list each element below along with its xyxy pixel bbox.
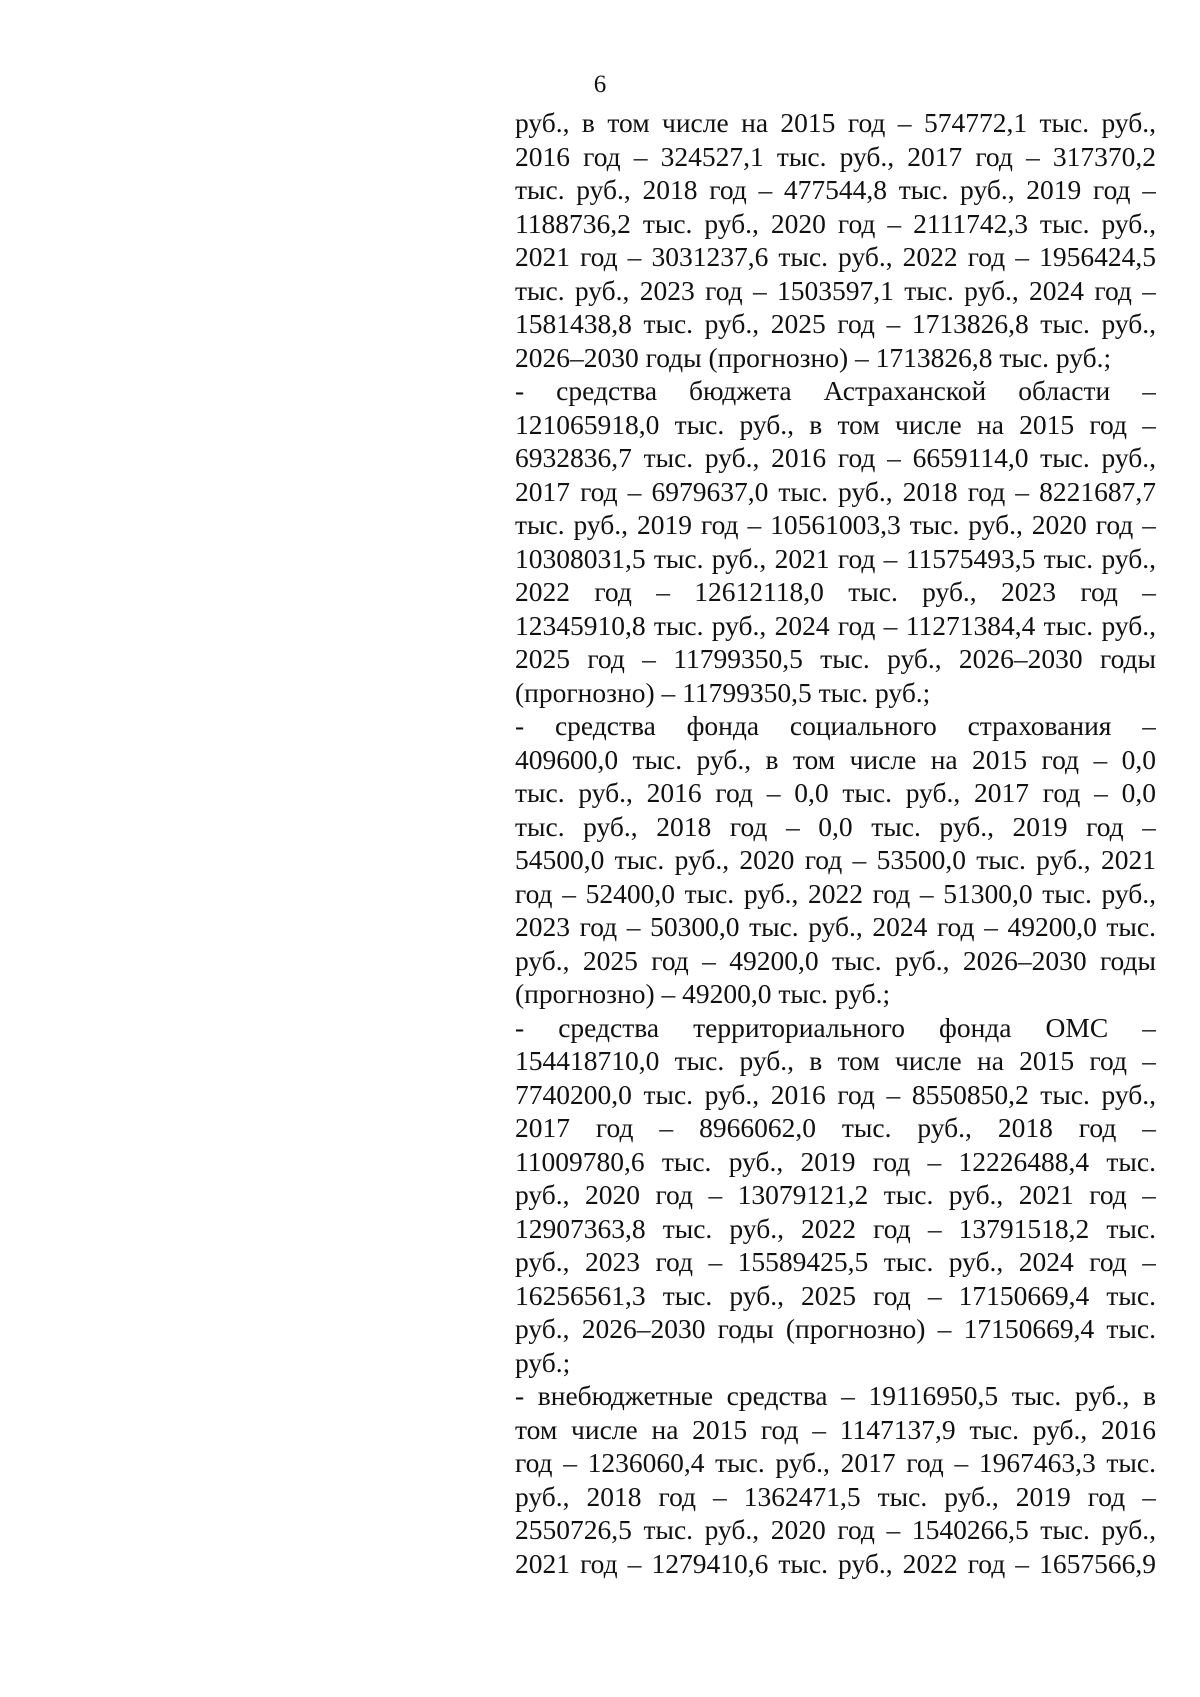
text-line: 2016 год – 324527,1 тыс. руб., 2017 год – 317370,2 [515, 140, 1156, 172]
text-line: - внебюджетные средства – 19116950,5 тыс. руб., в [515, 1380, 1156, 1411]
text-line: тыс. руб., 2018 год – 0,0 тыс. руб., 2019 год – [515, 810, 1156, 842]
text-line: - средства фонда социального страхования – [515, 710, 1156, 741]
text-line: - средства бюджета Астраханской области – [515, 375, 1156, 406]
text-line: 2017 год – 8966062,0 тыс. руб., 2018 год – [515, 1112, 1156, 1143]
text-line: год – 52400,0 тыс. руб., 2022 год – 51300,0 тыс. руб., [515, 877, 1156, 909]
page-number: 6 [593, 71, 607, 98]
text-line: руб., в том числе на 2015 год – 574772,1 тыс. руб., [515, 107, 1156, 138]
text-line: 409600,0 тыс. руб., в том числе на 2015 год – 0,0 [515, 743, 1156, 775]
text-line: тыс. руб., 2019 год – 10561003,3 тыс. руб., 2020 год – [515, 509, 1156, 540]
text-line: 2021 год – 3031237,6 тыс. руб., 2022 год – 1956424,5 [515, 241, 1156, 272]
text-line: 2022 год – 12612118,0 тыс. руб., 2023 год – [515, 576, 1156, 607]
text-line: тыс. руб., 2018 год – 477544,8 тыс. руб., 2019 год – [515, 174, 1156, 205]
text-line: 6932836,7 тыс. руб., 2016 год – 6659114,0 тыс. руб., [515, 442, 1156, 473]
text-line: 2026–2030 годы (прогнозно) – 1713826,8 тыс. руб.; [515, 341, 1112, 373]
text-line: том числе на 2015 год – 1147137,9 тыс. руб., 2016 [515, 1413, 1156, 1445]
text-line: (прогнозно) – 11799350,5 тыс. руб.; [515, 676, 931, 708]
text-line: 12345910,8 тыс. руб., 2024 год – 11271384,4 тыс. руб., [515, 609, 1156, 641]
text-line: 10308031,5 тыс. руб., 2021 год – 11575493,5 тыс. руб., [515, 542, 1156, 574]
text-line: 2021 год – 1279410,6 тыс. руб., 2022 год – 1657566,9 [515, 1547, 1156, 1579]
text-line: руб., 2023 год – 15589425,5 тыс. руб., 2024 год – [515, 1246, 1156, 1277]
text-line: 2025 год – 11799350,5 тыс. руб., 2026–2030 годы [515, 643, 1156, 674]
text-line: 54500,0 тыс. руб., 2020 год – 53500,0 тыс. руб., 2021 [515, 844, 1156, 875]
text-line: 16256561,3 тыс. руб., 2025 год – 17150669,4 тыс. [515, 1279, 1156, 1311]
text-line: 121065918,0 тыс. руб., в том числе на 2015 год – [515, 408, 1156, 440]
text-line: 12907363,8 тыс. руб., 2022 год – 13791518,2 тыс. [515, 1212, 1156, 1244]
text-line: 1188736,2 тыс. руб., 2020 год – 2111742,3 тыс. руб., [515, 207, 1156, 239]
text-line: 1581438,8 тыс. руб., 2025 год – 1713826,8 тыс. руб., [515, 308, 1156, 339]
text-line: тыс. руб., 2016 год – 0,0 тыс. руб., 2017 год – 0,0 [515, 777, 1156, 808]
text-line: руб., 2020 год – 13079121,2 тыс. руб., 2021 год – [515, 1179, 1156, 1210]
text-line: 2017 год – 6979637,0 тыс. руб., 2018 год – 8221687,7 [515, 475, 1156, 507]
text-line: руб., 2025 год – 49200,0 тыс. руб., 2026–2030 годы [515, 944, 1156, 976]
text-line: 2023 год – 50300,0 тыс. руб., 2024 год – 49200,0 тыс. [515, 911, 1156, 942]
text-line: руб., 2026–2030 годы (прогнозно) – 17150669,4 тыс. [515, 1313, 1156, 1344]
text-line: 2550726,5 тыс. руб., 2020 год – 1540266,5 тыс. руб., [515, 1514, 1156, 1545]
text-line: тыс. руб., 2023 год – 1503597,1 тыс. руб., 2024 год – [515, 274, 1156, 306]
body-text [515, 106, 1156, 1580]
text-line: руб., 2018 год – 1362471,5 тыс. руб., 2019 год – [515, 1480, 1156, 1512]
text-line: год – 1236060,4 тыс. руб., 2017 год – 1967463,3 тыс. [515, 1447, 1156, 1478]
text-line: (прогнозно) – 49200,0 тыс. руб.; [515, 978, 891, 1009]
text-line: 154418710,0 тыс. руб., в том числе на 2015 год – [515, 1045, 1156, 1076]
text-line: 7740200,0 тыс. руб., 2016 год – 8550850,2 тыс. руб., [515, 1078, 1156, 1110]
text-line: 11009780,6 тыс. руб., 2019 год – 12226488,4 тыс. [515, 1145, 1156, 1177]
text-line: руб.; [515, 1346, 571, 1378]
text-line: - средства территориального фонда ОМС – [515, 1011, 1156, 1043]
